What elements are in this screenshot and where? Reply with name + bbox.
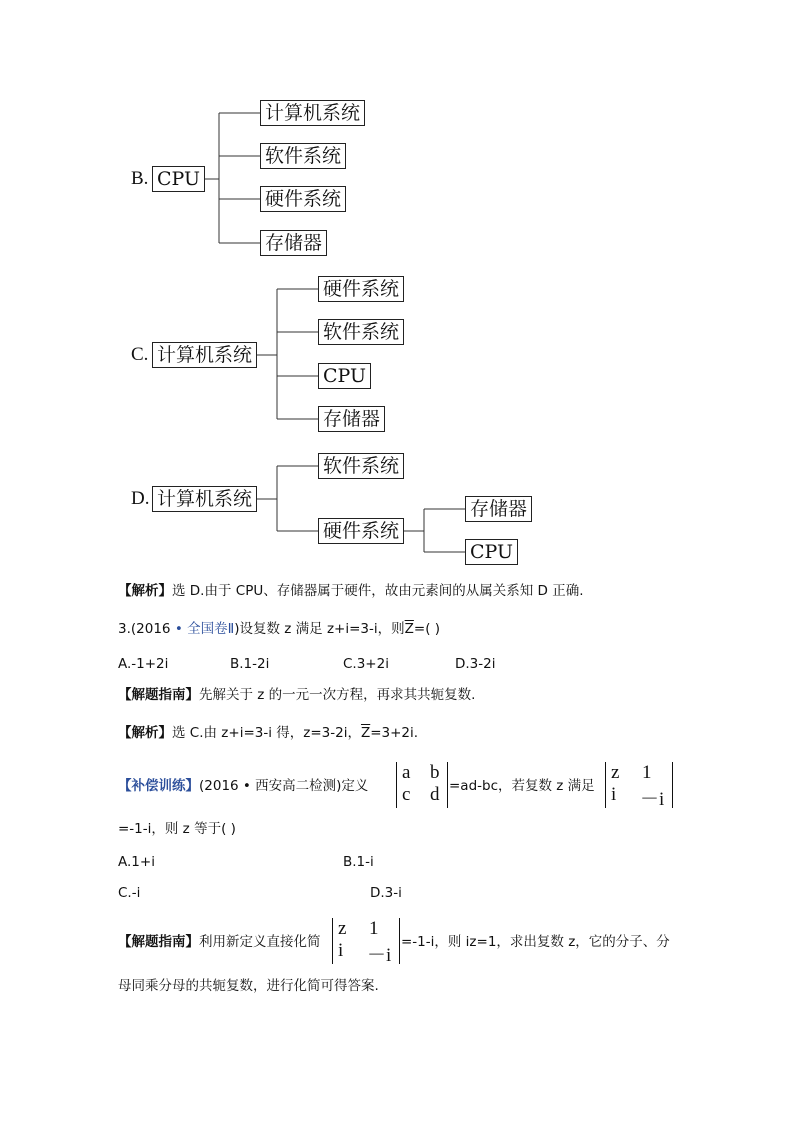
diagram-d-grandchild: 存储器	[465, 496, 532, 522]
analysis-2: 【解析】选 C.由 z+i=3-i 得，z=3-2i，$\overline{Z}=3+2i$.	[118, 725, 419, 741]
q3-option: C.3+2i	[343, 656, 389, 672]
bonus-definition: =ad-bc，若复数 z 满足	[449, 778, 595, 794]
bonus-option: C.-i	[118, 885, 141, 901]
determinant-z1: z 1 i －i	[605, 762, 673, 808]
determinant-abcd: a b c d	[396, 762, 448, 808]
diagram-b-root: CPU	[152, 166, 205, 192]
hint-2-line2: 母同乘分母的共轭复数，进行化简可得答案.	[118, 978, 379, 994]
analysis-1: 【解析】选 D.由于 CPU、存储器属于硬件，故由元素间的从属关系知 D 正确.	[118, 583, 584, 599]
option-b-label: B.	[131, 168, 149, 189]
diagram-d-grandchild: CPU	[465, 539, 518, 565]
q3-option: B.1-2i	[230, 656, 270, 672]
question-3-stem: 3.(2016 • 全国卷Ⅱ)设复数 z 满足 z+i=3-i，则$\overline{Z}=$( )	[118, 621, 441, 637]
diagram-b-child: 存储器	[260, 230, 327, 256]
diagram-d-child: 软件系统	[318, 453, 404, 479]
diagram-c-child: 软件系统	[318, 319, 404, 345]
diagram-c-child: 存储器	[318, 406, 385, 432]
diagram-d-child: 硬件系统	[318, 518, 404, 544]
diagram-b-child: 计算机系统	[260, 100, 365, 126]
bonus-option: D.3-i	[370, 885, 402, 901]
diagram-c-child: 硬件系统	[318, 276, 404, 302]
q3-option: A.-1+2i	[118, 656, 169, 672]
option-d-label: D.	[131, 488, 150, 509]
hint-1: 【解题指南】先解关于 z 的一元一次方程，再求其共轭复数.	[118, 687, 476, 703]
bonus-option: A.1+i	[118, 854, 155, 870]
q3-option: D.3-2i	[455, 656, 496, 672]
diagram-b-child: 硬件系统	[260, 186, 346, 212]
determinant-hint: z 1 i －i	[332, 918, 400, 964]
option-c-label: C.	[131, 344, 149, 365]
diagram-c-root: 计算机系统	[152, 342, 257, 368]
bonus-condition: =-1-i，则 z 等于( )	[118, 821, 236, 837]
diagram-d-root: 计算机系统	[152, 486, 257, 512]
diagram-c-child: CPU	[318, 363, 371, 389]
hint-2-continue: =-1-i，则 iz=1，求出复数 z，它的分子、分	[401, 934, 670, 950]
hint-2: 【解题指南】利用新定义直接化简	[118, 934, 321, 950]
bonus-tag: 【补偿训练】(2016 • 西安高二检测)定义	[118, 778, 369, 794]
bonus-option: B.1-i	[343, 854, 374, 870]
diagram-b-child: 软件系统	[260, 143, 346, 169]
